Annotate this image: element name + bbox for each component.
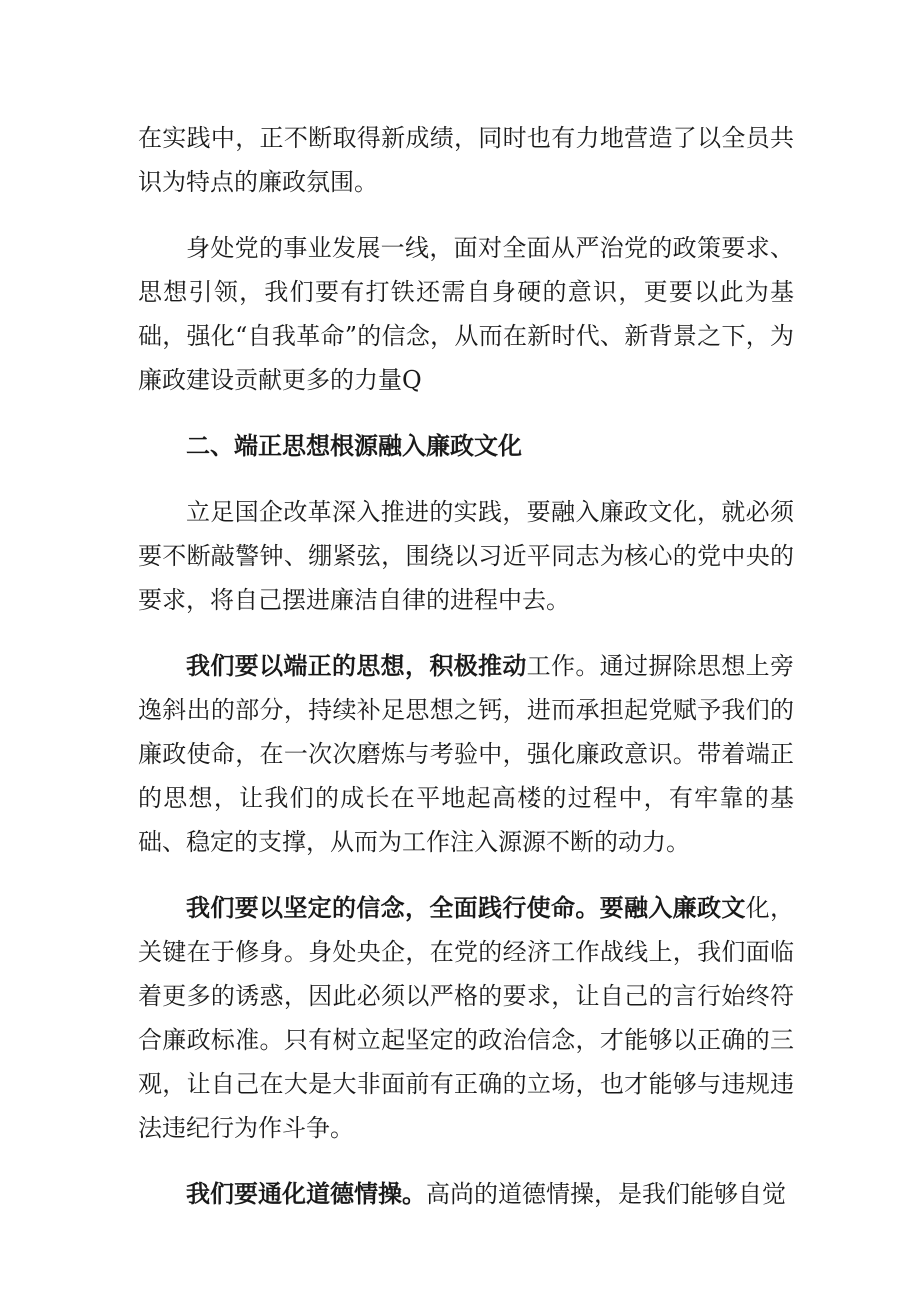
paragraph-moral-sentiment	[138, 1172, 794, 1216]
paragraph-firm-belief	[138, 886, 794, 1150]
paragraph-text: 在实践中，正不断取得新成绩，同时也有力地营造了以全员共识为特点的廉政氛围。	[138, 124, 794, 196]
paragraph-soe-reform	[138, 490, 794, 622]
paragraph-text: 高尚的道德情操，是我们能够自觉	[426, 1180, 786, 1208]
document-body	[138, 116, 794, 1238]
paragraph-text: 化，关键在于修身。身处央企，在党的经济工作战线上，我们面临着更多的诱惑，因此必须以严格的要求，让自己的言行始终符合廉政标准。只有树立起坚定的政治信念，才能够以正确的三观，让自己在大是大非面前有正确的立场，也才能够与违规违法违纪行为作斗争。	[138, 894, 795, 1142]
paragraph-continuation	[138, 116, 794, 204]
paragraph-text: 身处党的事业发展一线，面对全面从严治党的政策要求、思想引领，我们要有打铁还需自身硬的意识，更要以此为基础，强化“自我革命”的信念，从而在新时代、新背景之下，为廉政建设贡献更多的力量Q	[138, 234, 794, 394]
heading-text: 二、端正思想根源融入廉政文化	[186, 432, 522, 460]
paragraph-self-revolution	[138, 226, 794, 402]
paragraph-correct-thinking	[138, 644, 794, 864]
section-heading-2	[138, 424, 794, 468]
paragraph-lead: 我们要以端正的思想，积极推动	[186, 652, 527, 680]
paragraph-text: 工作。通过摒除思想上旁逸斜出的部分，持续补足思想之钙，进而承担起党赋予我们的廉政使命，在一次次磨炼与考验中，强化廉政意识。带着端正的思想，让我们的成长在平地起高楼的过程中，有牢靠的基础、稳定的支撑，从而为工作注入源源不断的动力。	[138, 652, 795, 856]
paragraph-lead: 我们要以坚定的信念，全面践行使命。要融入廉政文	[186, 894, 746, 922]
paragraph-lead: 我们要通化道德情操。	[186, 1180, 426, 1208]
paragraph-text: 立足国企改革深入推进的实践，要融入廉政文化，就必须要不断敲警钟、绷紧弦，围绕以习近平同志为核心的党中央的要求，将自己摆进廉洁自律的进程中去。	[138, 498, 794, 614]
